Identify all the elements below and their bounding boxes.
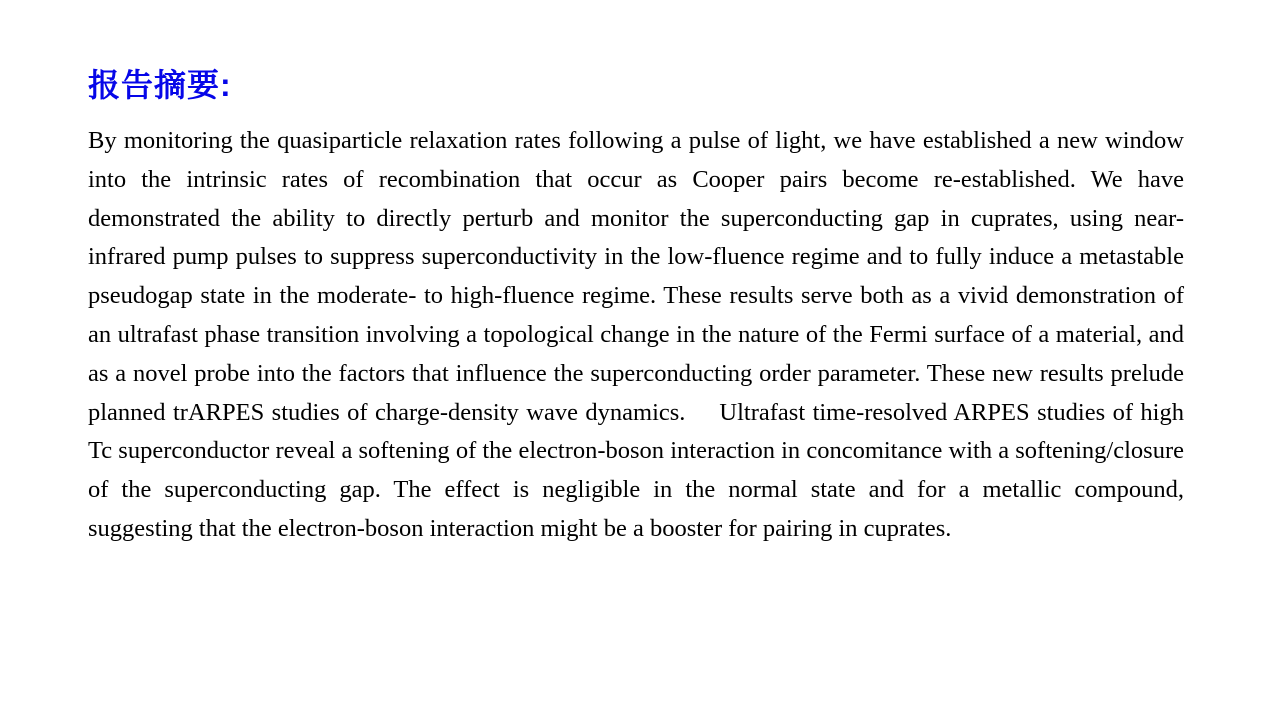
abstract-paragraph bbox=[88, 122, 1184, 549]
slide-content bbox=[88, 64, 1184, 549]
abstract-heading: 报告摘要: bbox=[88, 67, 232, 103]
abstract-text-part1: By monitoring the quasiparticle relaxation rates following a pulse of light, we have established a new window into the intrinsic rates of recombination that occur as Cooper pairs become re-established. We have demonstrated the ability to directly perturb and monitor the superconducting gap in cuprates, using near-infrared pump pulses to suppress superconductivity in the low-fluence regime and to fully induce a metastable pseudogap state in the moderate- to high-fluence regime. These results serve both as a vivid demonstration of an ultrafast phase transition involving a topological change in the nature of the Fermi surface of a material, and as a novel probe into the factors that influence the superconducting order parameter. These new results prelude planned trARPES studies of charge-density wave dynamics. bbox=[88, 127, 1184, 426]
abstract-text-part2: Ultrafast time-resolved ARPES studies of high Tc superconductor reveal a softening of the electron-boson interaction in concomitance with a softening/closure of the superconducting gap. The effect is negligible in the normal state and for a metallic compound, suggesting that the electron-boson interaction might be a booster for pairing in cuprates. bbox=[88, 398, 1184, 542]
sentence-gap-spacer bbox=[685, 419, 719, 420]
